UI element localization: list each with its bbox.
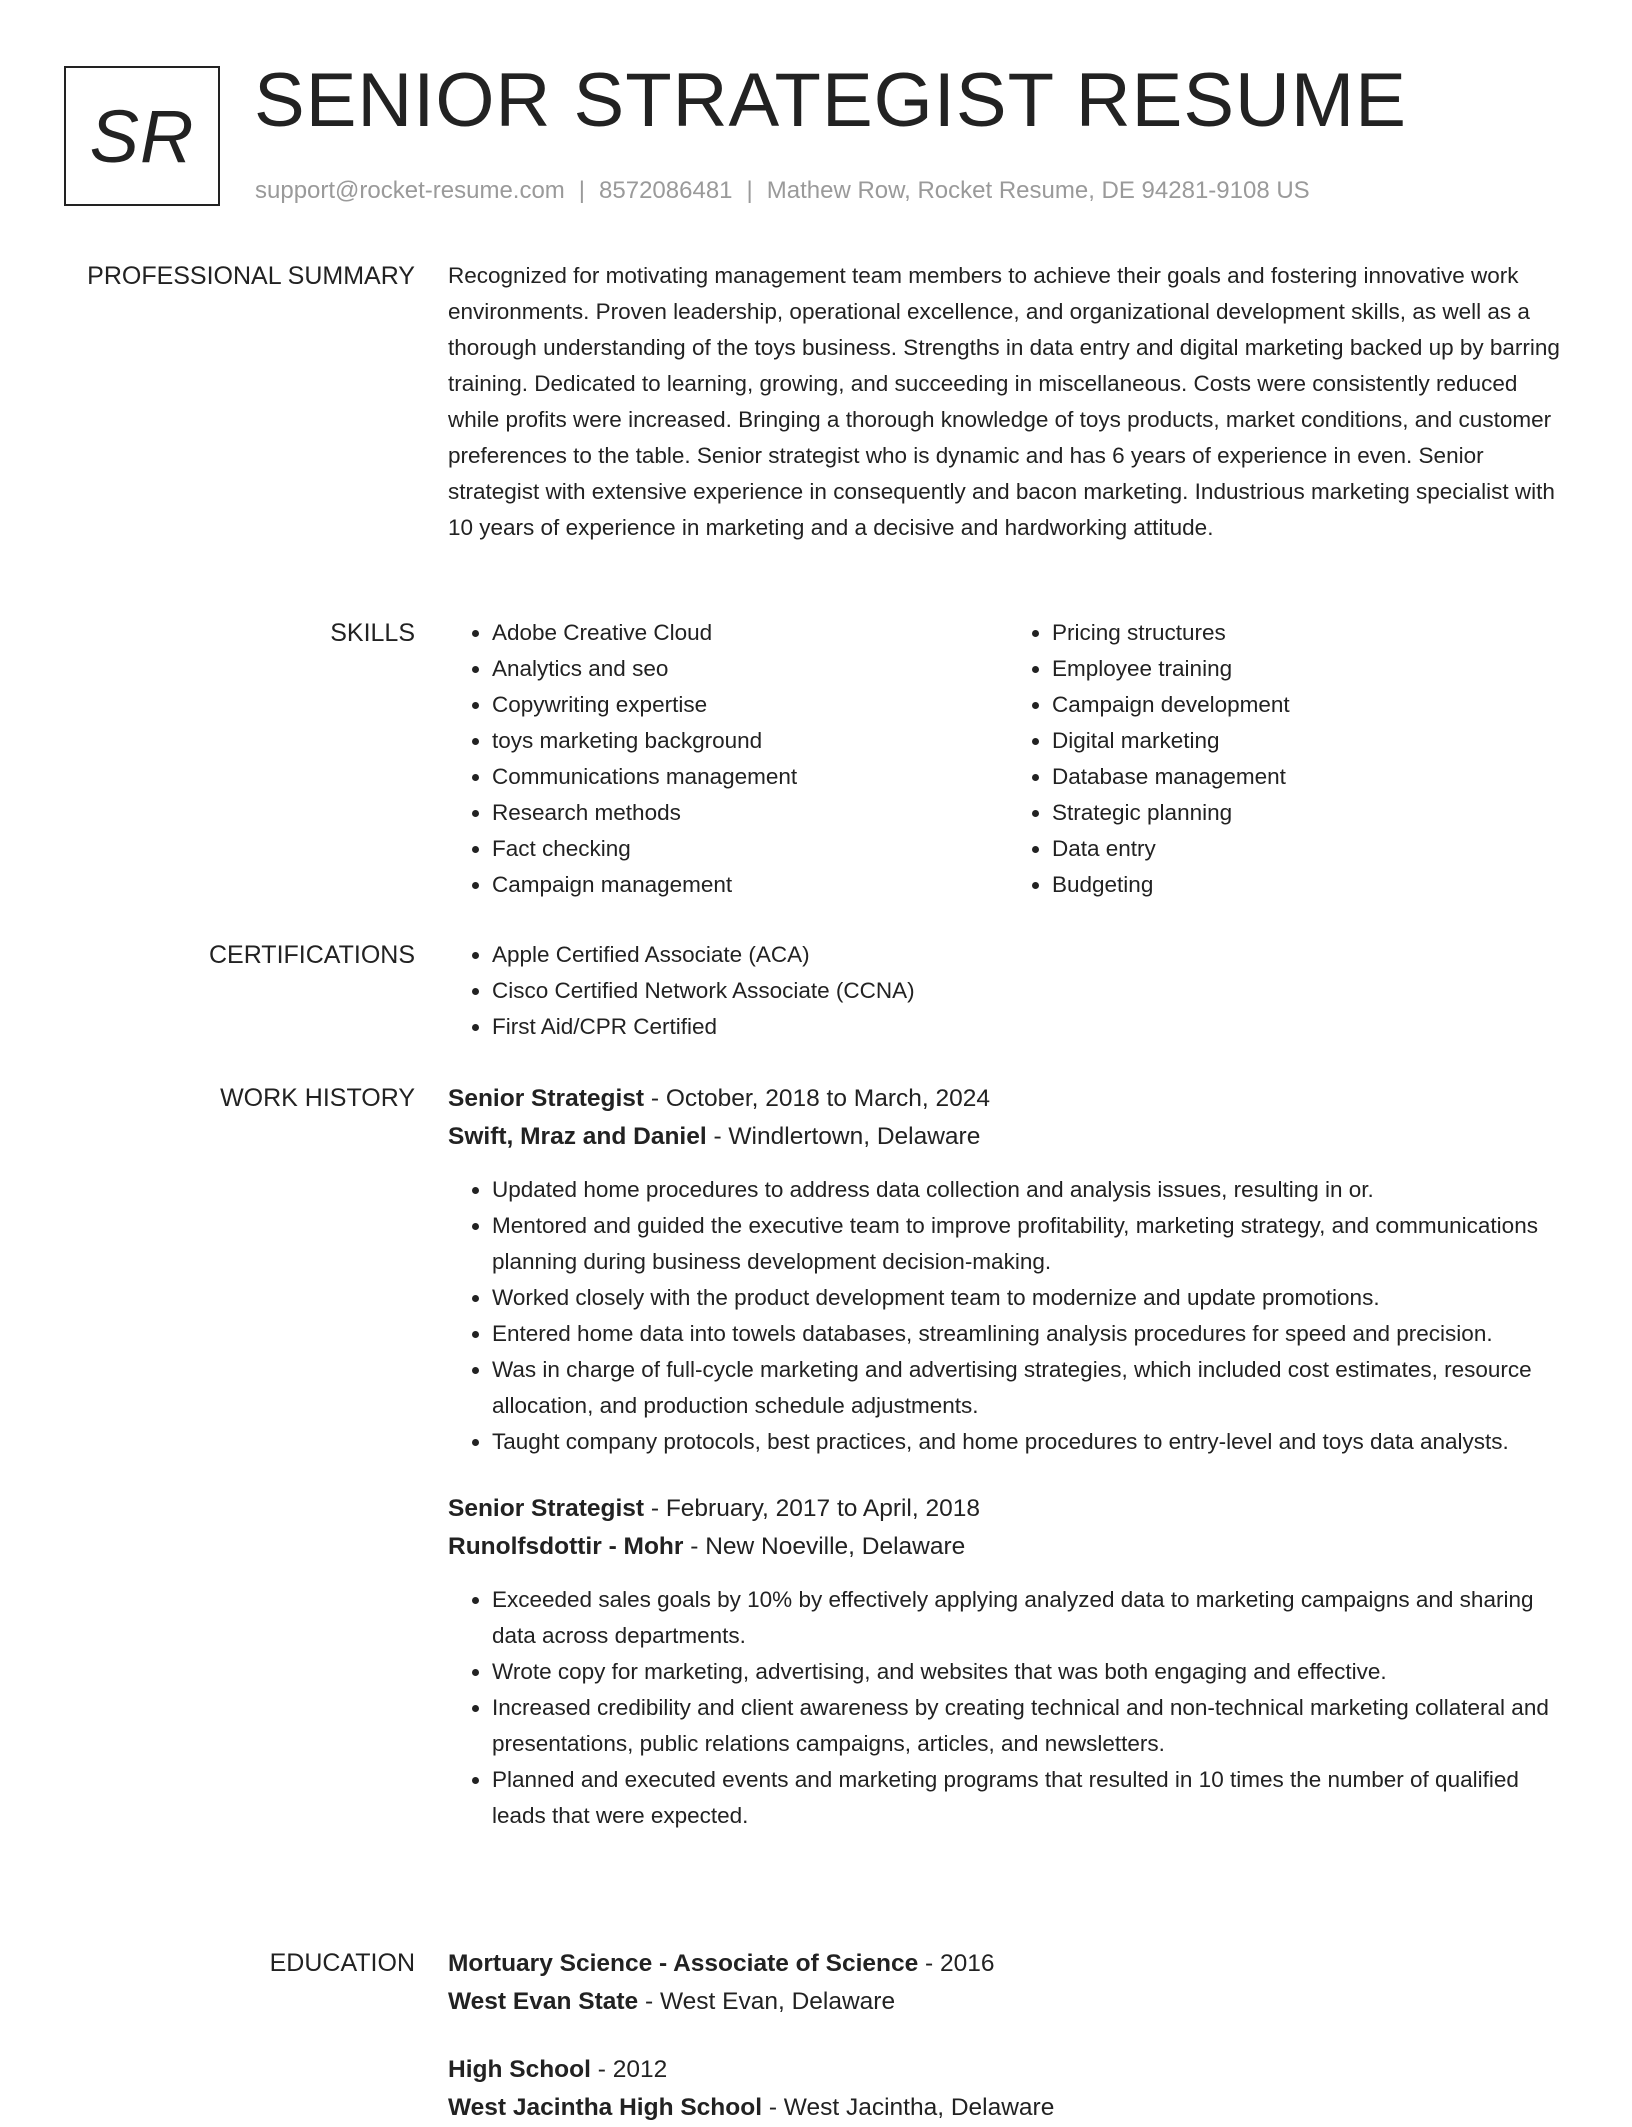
page-title: SENIOR STRATEGIST RESUME — [254, 58, 1407, 143]
education-degree: High School — [448, 2056, 591, 2083]
section-label-certifications: CERTIFICATIONS — [208, 941, 415, 969]
education-degree-line — [448, 2051, 1568, 2089]
education-school: West Evan State — [448, 1988, 639, 2015]
job-bullet: • Planned and executed events and marketing programs that resulted in 10 times the number of qualified leads that were expected. — [492, 1762, 1568, 1834]
contact-email[interactable]: support@rocket-resume.com — [255, 177, 565, 204]
job-title-line — [448, 1490, 1568, 1528]
job-company-line — [448, 1528, 1568, 1566]
job-title-line — [448, 1080, 1568, 1118]
skill-item: • Fact checking — [492, 831, 1008, 867]
job-location: - New Noeville, Delaware — [683, 1533, 966, 1560]
skills-list-left — [448, 615, 1008, 903]
skills-list-right — [1008, 615, 1568, 903]
job-bullet: • Was in charge of full-cycle marketing and advertising strategies, which included cost estimates, resource allocation, and production schedule adjustments. — [492, 1352, 1568, 1424]
education-entry — [448, 1945, 1568, 2021]
job-bullet: • Mentored and guided the executive team to improve profitability, marketing strategy, and communications planning during business development decision-making. — [492, 1208, 1568, 1280]
certification-item: • Cisco Certified Network Associate (CCNA) — [492, 973, 1568, 1009]
section-label-education: EDUCATION — [269, 1949, 415, 1977]
summary-content — [448, 258, 1568, 546]
separator: | — [578, 177, 586, 204]
work-history-content — [448, 1080, 1568, 1834]
education-entry — [448, 2051, 1568, 2127]
job-title: Senior Strategist — [448, 1495, 645, 1522]
monogram-logo: SR — [64, 66, 220, 206]
skill-item: • Copywriting expertise — [492, 687, 1008, 723]
skill-item: • Digital marketing — [1052, 723, 1568, 759]
skill-item: • Adobe Creative Cloud — [492, 615, 1008, 651]
skill-item: • Analytics and seo — [492, 651, 1008, 687]
contact-line — [255, 174, 1310, 208]
job-bullet: • Increased credibility and client awareness by creating technical and non-technical marketing collateral and presentations, public relations campaigns, articles, and newsletters. — [492, 1690, 1568, 1762]
education-year: - 2012 — [590, 2056, 668, 2083]
contact-address: Mathew Row, Rocket Resume, DE 94281-9108 US — [766, 177, 1310, 204]
skill-item: • Database management — [1052, 759, 1568, 795]
education-degree-line — [448, 1945, 1568, 1983]
certifications-content — [448, 937, 1568, 1045]
separator: | — [746, 177, 753, 204]
skill-item: • Campaign management — [492, 867, 1008, 903]
skill-item: • Campaign development — [1052, 687, 1568, 723]
education-year: - 2016 — [918, 1950, 995, 1977]
education-degree: Mortuary Science - Associate of Science — [448, 1950, 919, 1977]
skill-item: • Research methods — [492, 795, 1008, 831]
education-school: West Jacintha High School — [448, 2094, 763, 2121]
job-bullet: • Entered home data into towels databases, streamlining analysis procedures for speed and precision. — [492, 1316, 1568, 1352]
job-bullets — [448, 1172, 1568, 1460]
job-bullet: • Exceeded sales goals by 10% by effectively applying analyzed data to marketing campaigns and sharing data across departments. — [492, 1582, 1568, 1654]
certifications-list — [448, 937, 1568, 1045]
job-bullet: • Updated home procedures to address data collection and analysis issues, resulting in or. — [492, 1172, 1568, 1208]
skill-item: • toys marketing background — [492, 723, 1008, 759]
job-dates: - February, 2017 to April, 2018 — [644, 1495, 980, 1522]
education-location: - West Evan, Delaware — [638, 1988, 896, 2015]
skill-item: • Strategic planning — [1052, 795, 1568, 831]
job-bullets — [448, 1582, 1568, 1834]
certification-item: • First Aid/CPR Certified — [492, 1009, 1568, 1045]
job-location: - Windlertown, Delaware — [706, 1123, 981, 1150]
education-content — [448, 1945, 1568, 2127]
job-title: Senior Strategist — [448, 1085, 645, 1112]
job-entry — [448, 1490, 1568, 1834]
section-label-summary: PROFESSIONAL SUMMARY — [87, 262, 415, 290]
education-school-line — [448, 1983, 1568, 2021]
skill-item: • Budgeting — [1052, 867, 1568, 903]
job-bullet: • Wrote copy for marketing, advertising, and websites that was both engaging and effective. — [492, 1654, 1568, 1690]
job-bullet: • Taught company protocols, best practices, and home procedures to entry-level and toys data analysts. — [492, 1424, 1568, 1460]
education-school-line — [448, 2089, 1568, 2127]
job-dates: - October, 2018 to March, 2024 — [644, 1085, 990, 1112]
job-bullet: • Worked closely with the product development team to modernize and update promotions. — [492, 1280, 1568, 1316]
skill-item: • Communications management — [492, 759, 1008, 795]
job-entry — [448, 1080, 1568, 1460]
job-company: Swift, Mraz and Daniel — [448, 1123, 707, 1150]
skill-item: • Data entry — [1052, 831, 1568, 867]
skill-item: • Pricing structures — [1052, 615, 1568, 651]
contact-phone[interactable]: 8572086481 — [599, 177, 733, 204]
skills-content — [448, 615, 1568, 903]
skill-item: • Employee training — [1052, 651, 1568, 687]
job-company-line — [448, 1118, 1568, 1156]
education-location: - West Jacintha, Delaware — [762, 2094, 1055, 2121]
summary-text: Recognized for motivating management team members to achieve their goals and fostering innovative work environments. Proven leadership, operational excellence, and organizational development skills, as well as a thorough understanding of the toys business. Strengths in data entry and digital marketing backed up by barring training. Dedicated to learning, growing, and succeeding in miscellaneous. Costs were consistently reduced while profits were increased. Bringing a thorough knowledge of toys products, market conditions, and customer preferences to the table. Senior strategist who is dynamic and has 6 years of experience in even. Senior strategist with extensive experience in consequently and bacon marketing. Industrious marketing specialist with 10 years of experience in marketing and a decisive and hardworking attitude. — [448, 263, 1560, 540]
section-label-work-history: WORK HISTORY — [220, 1084, 415, 1112]
job-company: Runolfsdottir - Mohr — [448, 1533, 684, 1560]
section-label-skills: SKILLS — [330, 619, 415, 647]
certification-item: • Apple Certified Associate (ACA) — [492, 937, 1568, 973]
